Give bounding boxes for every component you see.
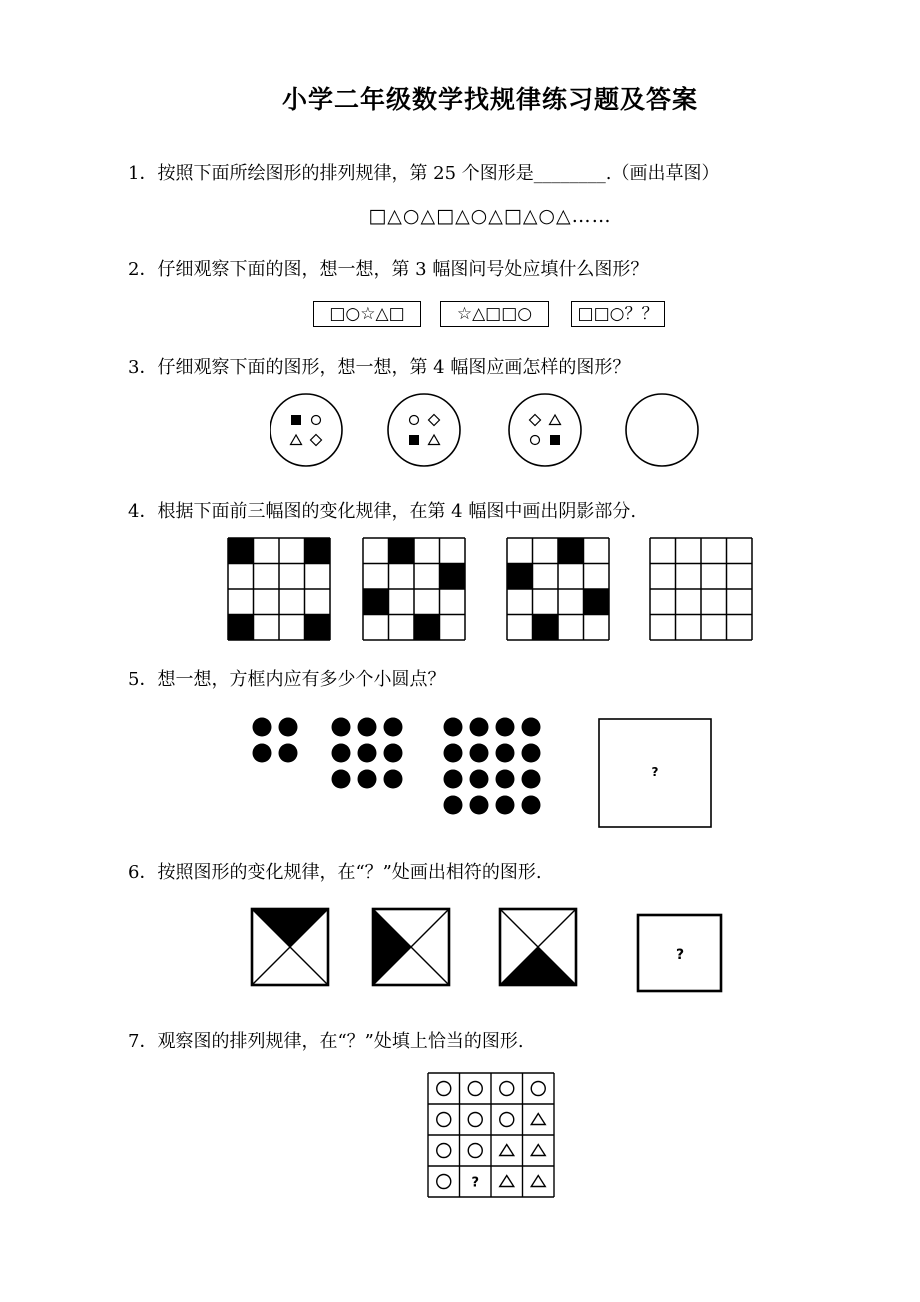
- filled-square-icon: [409, 435, 419, 445]
- dot: [522, 796, 541, 815]
- circle-icon: [437, 1113, 451, 1127]
- dot: [496, 718, 515, 737]
- dot: [358, 770, 377, 789]
- q3-circle-2: [388, 394, 460, 466]
- circle-icon: [468, 1144, 482, 1158]
- shaded-cell: [507, 564, 533, 590]
- shaded-cell: [305, 538, 331, 564]
- q4-grid-figures: [220, 532, 765, 647]
- triangle-icon: [291, 435, 302, 445]
- dot: [496, 796, 515, 815]
- triangle-icon: [429, 435, 440, 445]
- question-4: 4．根据下面前三幅图的变化规律，在第 4 幅图中画出阴影部分.: [128, 501, 637, 522]
- circle-icon: [531, 1082, 545, 1096]
- dot: [332, 744, 351, 763]
- circle-icon: [437, 1175, 451, 1189]
- q3-circle-3: [509, 394, 581, 466]
- circle-icon: [531, 436, 540, 445]
- shaded-cell: [228, 615, 254, 641]
- dot: [496, 744, 515, 763]
- dot: [522, 718, 541, 737]
- question-1: 1．按照下面所绘图形的排列规律，第 25 个图形是________.（画出草图）: [128, 163, 720, 184]
- circle-icon: [437, 1144, 451, 1158]
- q2-box-1: □○☆△□: [313, 301, 421, 327]
- q6-question-mark: ?: [675, 947, 685, 963]
- dot: [496, 770, 515, 789]
- shaded-triangle: [373, 909, 411, 985]
- q7-question-mark: ?: [471, 1175, 480, 1191]
- triangle-icon: [531, 1145, 545, 1156]
- question-3: 3．仔细观察下面的图形，想一想，第 4 幅图应画怎样的图形？: [128, 357, 631, 378]
- shaded-cell: [558, 538, 584, 564]
- shaded-cell: [363, 589, 389, 615]
- circle-icon: [437, 1082, 451, 1096]
- q2-box-3: □□○？？: [571, 301, 665, 327]
- filled-square-icon: [291, 415, 301, 425]
- dot: [358, 718, 377, 737]
- diamond-icon: [311, 435, 322, 446]
- dot: [253, 718, 272, 737]
- dot: [444, 744, 463, 763]
- shaded-triangle: [252, 909, 328, 947]
- dot: [470, 744, 489, 763]
- q2-box-2: ☆△□□○: [440, 301, 549, 327]
- circle-icon: [500, 1113, 514, 1127]
- dot: [332, 770, 351, 789]
- dot: [279, 744, 298, 763]
- dot: [384, 718, 403, 737]
- q5-dot-figures: [240, 708, 725, 833]
- dot: [384, 744, 403, 763]
- dot: [444, 718, 463, 737]
- shaded-cell: [305, 615, 331, 641]
- shaded-cell: [228, 538, 254, 564]
- page-title: 小学二年级数学找规律练习题及答案: [281, 85, 698, 114]
- dot: [470, 796, 489, 815]
- shaded-cell: [414, 615, 440, 641]
- triangle-icon: [531, 1176, 545, 1187]
- dot: [470, 770, 489, 789]
- dot: [522, 770, 541, 789]
- diamond-icon: [429, 415, 440, 426]
- diamond-icon: [530, 415, 541, 426]
- q6-square-figures: [240, 900, 730, 1000]
- triangle-icon: [531, 1114, 545, 1125]
- dot: [332, 718, 351, 737]
- circle-icon: [410, 416, 419, 425]
- question-6: 6．按照图形的变化规律，在“？”处画出相符的图形.: [128, 862, 542, 883]
- triangle-icon: [500, 1145, 514, 1156]
- q3-circle-figures: [270, 385, 720, 475]
- shaded-triangle: [500, 947, 576, 985]
- circle-icon: [312, 416, 321, 425]
- shaded-cell: [440, 564, 466, 590]
- shaded-cell: [533, 615, 559, 641]
- q3-circle-4: [626, 394, 698, 466]
- dot: [470, 718, 489, 737]
- dot: [522, 744, 541, 763]
- q5-question-mark: ?: [651, 765, 659, 779]
- dot: [444, 770, 463, 789]
- dot: [444, 796, 463, 815]
- dot: [384, 770, 403, 789]
- triangle-icon: [550, 415, 561, 425]
- circle-icon: [468, 1113, 482, 1127]
- dot: [279, 718, 298, 737]
- q1-shape-sequence: □△○△□△○△□△○△……: [368, 205, 612, 227]
- shaded-cell: [584, 589, 610, 615]
- question-2: 2．仔细观察下面的图，想一想，第 3 幅图问号处应填什么图形？: [128, 259, 649, 280]
- dot: [358, 744, 377, 763]
- question-5: 5．想一想，方框内应有多少个小圆点？: [128, 669, 446, 690]
- question-7: 7．观察图的排列规律，在“？”处填上恰当的图形.: [128, 1031, 524, 1052]
- circle-icon: [500, 1082, 514, 1096]
- filled-square-icon: [550, 435, 560, 445]
- circle-icon: [468, 1082, 482, 1096]
- dot: [253, 744, 272, 763]
- q3-circle-1: [270, 394, 342, 466]
- shaded-cell: [389, 538, 415, 564]
- triangle-icon: [500, 1176, 514, 1187]
- q7-shape-grid: [422, 1068, 562, 1203]
